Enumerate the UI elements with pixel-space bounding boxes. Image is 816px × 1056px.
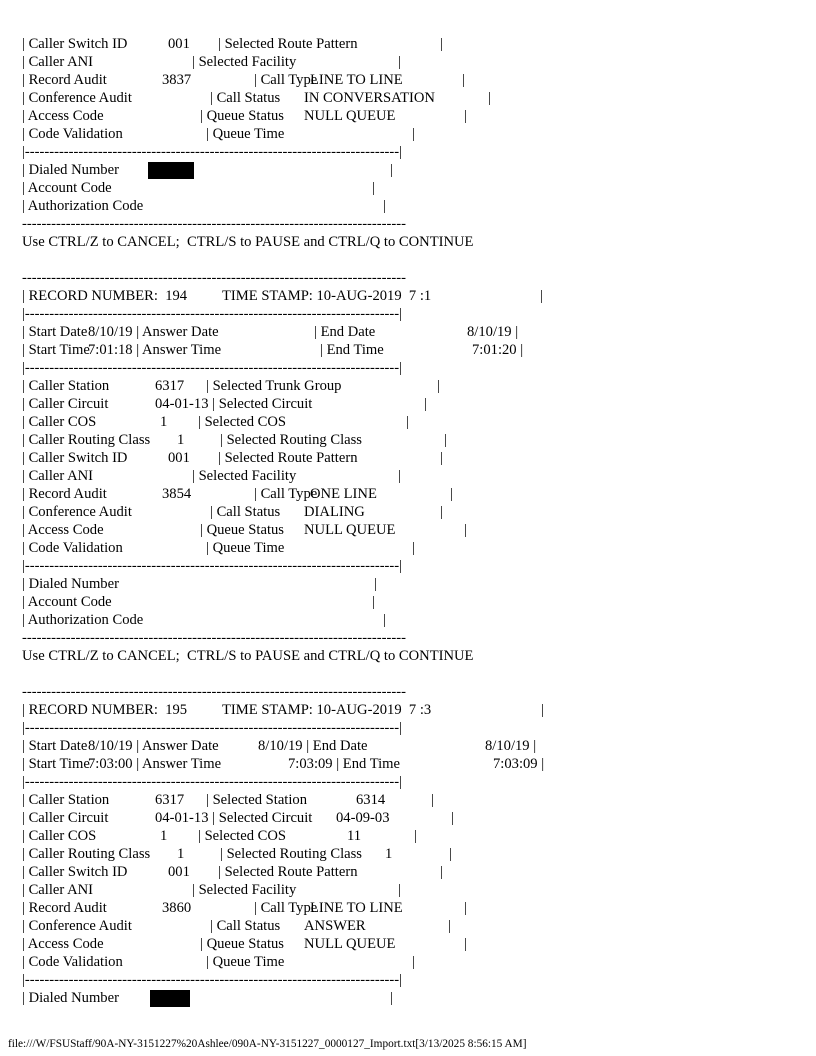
text-line-segment: 1 — [385, 846, 393, 862]
text-line-segment: 8/10/19 | End Date — [258, 738, 368, 754]
text-line-segment: | Call Type — [254, 72, 318, 88]
text-line-segment: | Start Time — [22, 342, 90, 358]
text-line-segment: | Caller Routing Class — [22, 846, 151, 862]
text-line-segment: | — [412, 540, 415, 556]
text-line-segment: |-----------------------------------------------------------------------------| — [22, 306, 403, 322]
text-line-segment: | Caller Switch ID — [22, 864, 128, 880]
text-line-segment: | — [440, 504, 443, 520]
text-line-segment: |-----------------------------------------------------------------------------| — [22, 558, 403, 574]
text-line-segment: | — [412, 954, 415, 970]
text-line-segment: LINE TO LINE — [310, 72, 403, 88]
text-line-segment: | Call Type — [254, 486, 318, 502]
text-line-segment: TIME STAMP: 10-AUG-2019 7 :3 — [222, 702, 432, 718]
text-line-segment: | Selected COS — [198, 828, 287, 844]
text-line-segment: 7:03:09 | End Time — [288, 756, 400, 772]
text-line-segment: NULL QUEUE — [304, 108, 396, 124]
text-line-segment: |-----------------------------------------------------------------------------| — [22, 360, 403, 376]
text-line-segment: DIALING — [304, 504, 365, 520]
text-line-segment: | Caller Circuit — [22, 810, 109, 826]
text-line-segment: | — [451, 810, 454, 826]
text-line-segment: | Caller ANI — [22, 882, 94, 898]
text-line-segment: | — [540, 288, 543, 304]
text-line-segment: | — [464, 108, 467, 124]
text-line-segment: | Code Validation — [22, 540, 123, 556]
text-line-segment: | — [541, 702, 544, 718]
text-line-segment: | — [449, 846, 452, 862]
redaction-box — [150, 990, 190, 1007]
text-line-segment: | — [440, 864, 443, 880]
text-line-segment: | — [448, 918, 451, 934]
text-line-segment: | Caller ANI — [22, 468, 94, 484]
text-line-segment: IN CONVERSATION — [304, 90, 435, 106]
text-line-segment: | Queue Time — [206, 126, 285, 142]
text-line-segment: 1 — [177, 846, 185, 862]
text-line-segment: | — [450, 486, 453, 502]
text-line-segment: | End Time — [320, 342, 384, 358]
text-line-segment: | Caller Routing Class — [22, 432, 151, 448]
text-line-segment: | — [444, 432, 447, 448]
text-line-segment: | Caller ANI — [22, 54, 94, 70]
text-line-segment: 6314 — [356, 792, 386, 808]
text-line-segment: | Selected Route Pattern — [218, 864, 358, 880]
text-line-segment: |-----------------------------------------------------------------------------| — [22, 720, 403, 736]
text-line-segment: | — [431, 792, 434, 808]
text-line-segment: 1 — [177, 432, 185, 448]
text-line-segment: | Dialed Number — [22, 162, 119, 178]
text-line-segment: 1 — [160, 828, 168, 844]
text-line-segment: 04-09-03 — [336, 810, 390, 826]
text-line-segment: | — [398, 882, 401, 898]
text-line-segment: | Selected Facility — [192, 54, 297, 70]
text-line-segment: | Queue Time — [206, 954, 285, 970]
text-line-segment: | Selected Route Pattern — [218, 450, 358, 466]
text-line-segment: | — [488, 90, 491, 106]
text-line-segment: | — [383, 198, 386, 214]
text-line-segment: | Access Code — [22, 936, 104, 952]
text-line-segment: | Call Type — [254, 900, 318, 916]
text-line-segment: | Call Status — [210, 504, 281, 520]
text-line-segment: | — [398, 54, 401, 70]
text-line-segment: 7:03:09 | — [493, 756, 545, 772]
text-line-segment: | Account Code — [22, 180, 112, 196]
text-line-segment: | — [372, 180, 375, 196]
text-line-segment: | — [374, 576, 377, 592]
text-line-segment: | Start Date — [22, 324, 88, 340]
text-line-segment: 1 — [160, 414, 168, 430]
text-line-segment: | Access Code — [22, 522, 104, 538]
text-line-segment: ANSWER — [304, 918, 366, 934]
text-line-segment: | — [464, 522, 467, 538]
text-line-segment: | Queue Status — [200, 108, 284, 124]
text-line-segment: | — [390, 990, 393, 1006]
text-line-segment: | Conference Audit — [22, 504, 132, 520]
text-line-segment: 3860 — [162, 900, 192, 916]
text-line-segment: | — [424, 396, 427, 412]
text-line-segment: | Selected Facility — [192, 882, 297, 898]
text-line-segment: | — [390, 162, 393, 178]
text-line-segment: 8/10/19 | — [485, 738, 537, 754]
text-line-segment: TIME STAMP: 10-AUG-2019 7 :1 — [222, 288, 432, 304]
text-line-segment: | — [398, 468, 401, 484]
text-line-segment: 8/10/19 | Answer Date — [88, 738, 219, 754]
text-line-segment: | Caller Switch ID — [22, 36, 128, 52]
text-line-segment: 04-01-13 | Selected Circuit — [155, 810, 313, 826]
text-line-segment: | Dialed Number — [22, 990, 119, 1006]
text-line-segment: | Selected Routing Class — [220, 846, 362, 862]
text-line-segment: 001 — [168, 450, 190, 466]
text-line-segment: | Account Code — [22, 594, 112, 610]
text-line-segment: |-----------------------------------------------------------------------------| — [22, 144, 403, 160]
text-line-segment: | — [464, 936, 467, 952]
text-line-segment: 7:03:00 | Answer Time — [88, 756, 222, 772]
text-line-segment: | RECORD NUMBER: 195 — [22, 702, 188, 718]
file-path-footer: file:///W/FSUStaff/90A-NY-3151227%20Ashlee/090A-NY-3151227_0000127_Import.txt[3/13/2025 8:56:15 AM] — [8, 1038, 527, 1050]
text-line-segment: | Record Audit — [22, 72, 107, 88]
text-line-segment: | Caller Switch ID — [22, 450, 128, 466]
text-line-segment: LINE TO LINE — [310, 900, 403, 916]
text-line-segment: | RECORD NUMBER: 194 — [22, 288, 188, 304]
text-line-segment: | Code Validation — [22, 954, 123, 970]
text-line-segment: | Access Code — [22, 108, 104, 124]
text-line-segment: | Selected COS — [198, 414, 287, 430]
redaction-box — [148, 162, 194, 179]
text-line-segment: 8/10/19 | — [467, 324, 519, 340]
text-line-segment: 7:01:20 | — [472, 342, 524, 358]
text-line-segment: | — [440, 450, 443, 466]
text-line-segment: | Authorization Code — [22, 198, 144, 214]
text-line-segment: | Caller Circuit — [22, 396, 109, 412]
text-line-segment: ------------------------------------------------------------------------------- — [22, 216, 406, 232]
text-line-segment: Use CTRL/Z to CANCEL; CTRL/S to PAUSE and CTRL/Q to CONTINUE — [22, 234, 474, 250]
text-line-segment: |-----------------------------------------------------------------------------| — [22, 774, 403, 790]
text-line-segment: | — [437, 378, 440, 394]
text-line-segment: | Dialed Number — [22, 576, 119, 592]
text-line-segment: ------------------------------------------------------------------------------- — [22, 630, 406, 646]
text-line-segment: | Record Audit — [22, 486, 107, 502]
text-line-segment: | — [462, 72, 465, 88]
text-line-segment: | — [406, 414, 409, 430]
text-line-segment: 04-01-13 | Selected Circuit — [155, 396, 313, 412]
text-line-segment: | Queue Time — [206, 540, 285, 556]
text-line-segment: | — [372, 594, 375, 610]
text-line-segment: | Selected Trunk Group — [206, 378, 342, 394]
text-line-segment: | Caller Station — [22, 378, 110, 394]
text-line-segment: | Call Status — [210, 90, 281, 106]
text-line-segment: NULL QUEUE — [304, 522, 396, 538]
text-line-segment: 3854 — [162, 486, 192, 502]
text-line-segment: | Queue Status — [200, 522, 284, 538]
text-line-segment: 7:01:18 | Answer Time — [88, 342, 222, 358]
text-line-segment: | End Date — [314, 324, 376, 340]
text-line-segment: | Conference Audit — [22, 918, 132, 934]
text-line-segment: ONE LINE — [310, 486, 377, 502]
text-line-segment: | — [440, 36, 443, 52]
text-line-segment: 6317 — [155, 378, 185, 394]
text-line-segment: ------------------------------------------------------------------------------- — [22, 684, 406, 700]
text-line-segment: |-----------------------------------------------------------------------------| — [22, 972, 403, 988]
text-line-segment: | Selected Facility — [192, 468, 297, 484]
text-line-segment: | Queue Status — [200, 936, 284, 952]
text-line-segment: | — [383, 612, 386, 628]
text-line-segment: 001 — [168, 36, 190, 52]
text-line-segment: | Authorization Code — [22, 612, 144, 628]
text-line-segment: | Selected Route Pattern — [218, 36, 358, 52]
text-line-segment: | Start Time — [22, 756, 90, 772]
text-line-segment: | Selected Routing Class — [220, 432, 362, 448]
text-line-segment: | — [464, 900, 467, 916]
text-line-segment: Use CTRL/Z to CANCEL; CTRL/S to PAUSE and CTRL/Q to CONTINUE — [22, 648, 474, 664]
text-line-segment: | Caller Station — [22, 792, 110, 808]
text-line-segment: | Caller COS — [22, 828, 97, 844]
text-line-segment: | Start Date — [22, 738, 88, 754]
text-line-segment: 6317 — [155, 792, 185, 808]
text-line-segment: 3837 — [162, 72, 192, 88]
text-line-segment: NULL QUEUE — [304, 936, 396, 952]
text-line-segment: 001 — [168, 864, 190, 880]
text-line-segment: | Caller COS — [22, 414, 97, 430]
text-line-segment: | Call Status — [210, 918, 281, 934]
text-line-segment: ------------------------------------------------------------------------------- — [22, 270, 406, 286]
text-line-segment: | Conference Audit — [22, 90, 132, 106]
text-line-segment: | Record Audit — [22, 900, 107, 916]
text-line-segment: | Selected Station — [206, 792, 308, 808]
text-line-segment: | Code Validation — [22, 126, 123, 142]
text-line-segment: 11 — [347, 828, 362, 844]
text-line-segment: 8/10/19 | Answer Date — [88, 324, 219, 340]
text-line-segment: | — [414, 828, 417, 844]
text-line-segment: | — [412, 126, 415, 142]
